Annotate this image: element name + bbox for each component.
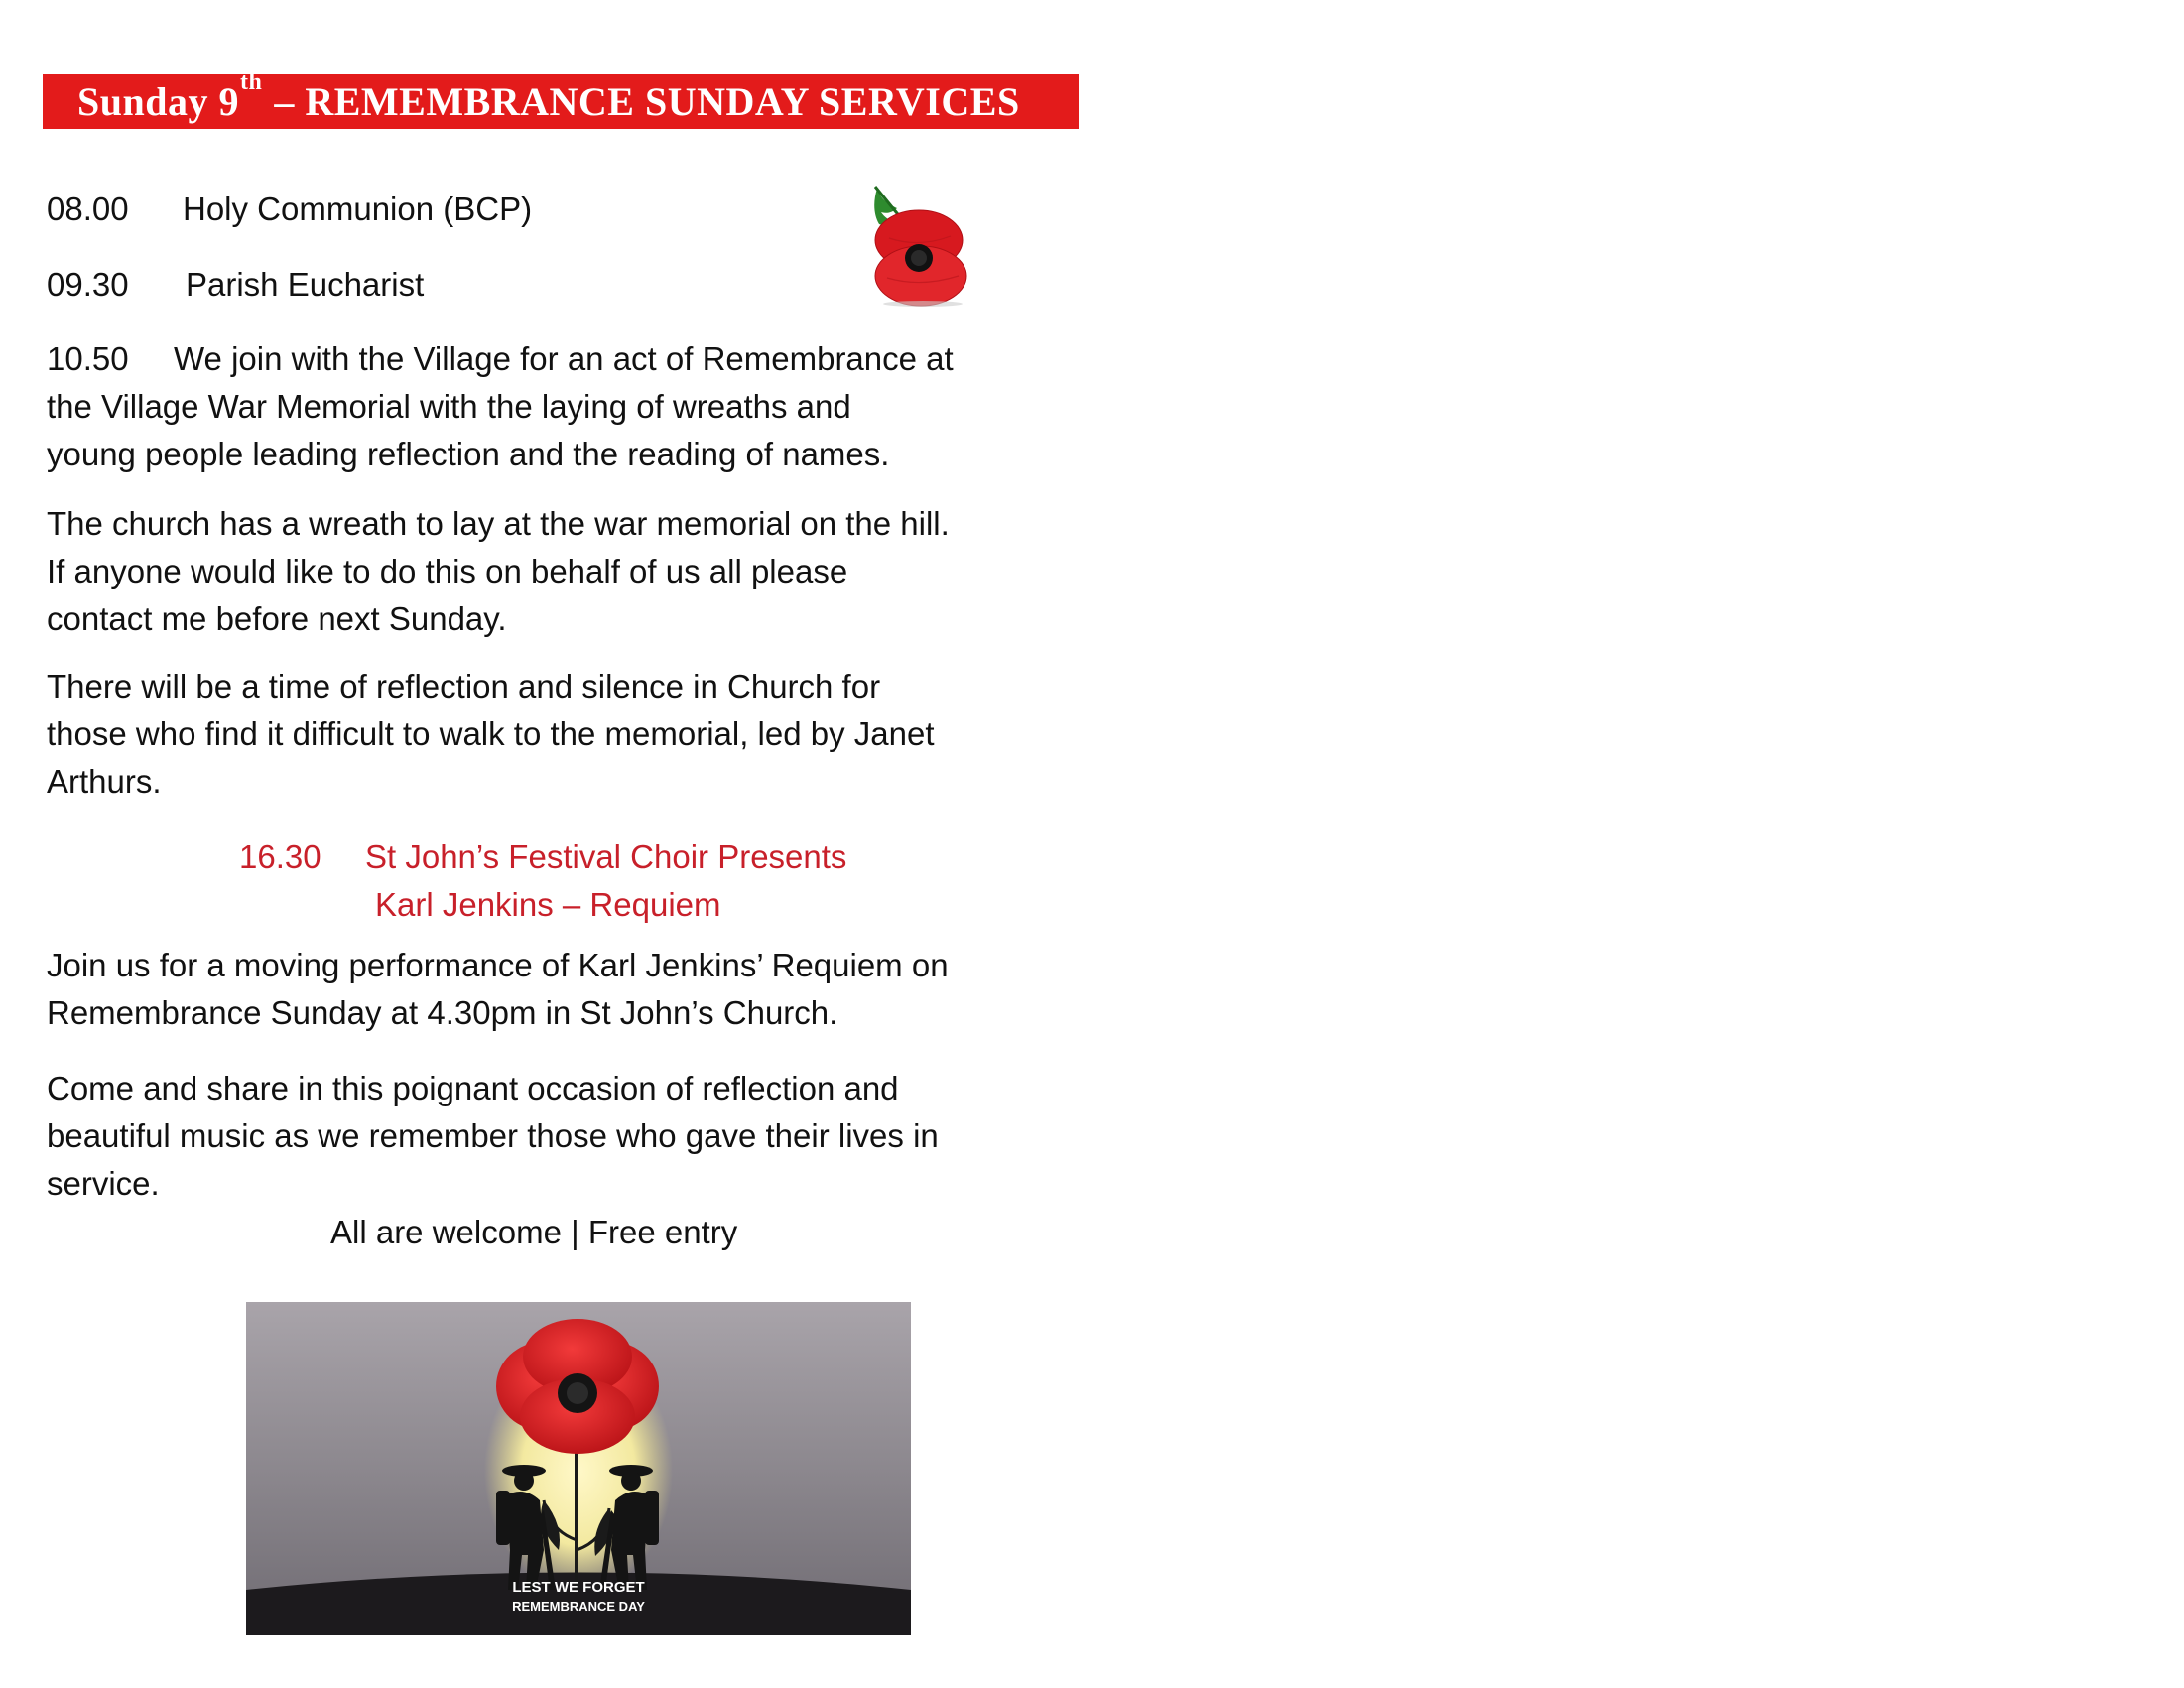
wreath-line: The church has a wreath to lay at the war memorial on the hill.	[47, 505, 950, 542]
service-line	[47, 186, 532, 233]
image-caption-line1: LEST WE FORGET	[512, 1579, 645, 1596]
title-suffix: – REMEMBRANCE SUNDAY SERVICES	[274, 79, 1020, 124]
concert-invite-line: Join us for a moving performance of Karl Jenkins’ Requiem on	[47, 947, 949, 983]
concert-title: St John’s Festival Choir Presents	[365, 839, 847, 875]
concert-subtitle: Karl Jenkins – Requiem	[375, 886, 721, 923]
welcome-line: All are welcome | Free entry	[330, 1214, 738, 1250]
reflection-line: those who find it difficult to walk to the memorial, led by Janet	[47, 715, 935, 752]
reflection-line: Arthurs.	[47, 763, 162, 800]
poppy-icon	[859, 179, 978, 308]
page-title-banner	[43, 69, 1079, 129]
concert-share-line: Come and share in this poignant occasion of reflection and	[47, 1070, 899, 1106]
remembrance-line: the Village War Memorial with the laying of wreaths and	[47, 388, 851, 425]
concert-invite-line: Remembrance Sunday at 4.30pm in St John’s Church.	[47, 994, 838, 1031]
service-name: Holy Communion (BCP)	[183, 191, 533, 227]
concert-share-line: service.	[47, 1165, 160, 1202]
title-prefix: Sunday 9	[77, 79, 239, 124]
service-line	[47, 261, 424, 309]
title-superscript: th	[239, 69, 263, 95]
reflection-paragraph	[47, 663, 1089, 806]
remembrance-act-paragraph	[47, 335, 1089, 478]
reflection-line: There will be a time of reflection and silence in Church for	[47, 668, 881, 705]
concert-share-line: beautiful music as we remember those who gave their lives in	[47, 1117, 939, 1154]
service-name: Parish Eucharist	[186, 266, 425, 303]
concert-share-paragraph	[47, 1065, 1089, 1208]
concert-time: 16.30	[239, 839, 321, 875]
wreath-line: If anyone would like to do this on behalf of us all please	[47, 553, 848, 589]
image-caption-line2: REMEMBRANCE DAY	[512, 1599, 645, 1614]
service-time: 09.30	[47, 266, 129, 303]
remembrance-time: 10.50	[47, 340, 129, 377]
concert-invite-paragraph	[47, 942, 1089, 1037]
service-time: 08.00	[47, 191, 129, 227]
remembrance-line: We join with the Village for an act of Remembrance at	[174, 340, 954, 377]
remembrance-line: young people leading reflection and the reading of names.	[47, 436, 890, 472]
remembrance-day-image	[246, 1302, 911, 1635]
soldiers-poppy-illustration	[246, 1302, 911, 1635]
concert-heading	[239, 834, 846, 881]
wreath-line: contact me before next Sunday.	[47, 600, 507, 637]
wreath-paragraph	[47, 500, 1089, 643]
